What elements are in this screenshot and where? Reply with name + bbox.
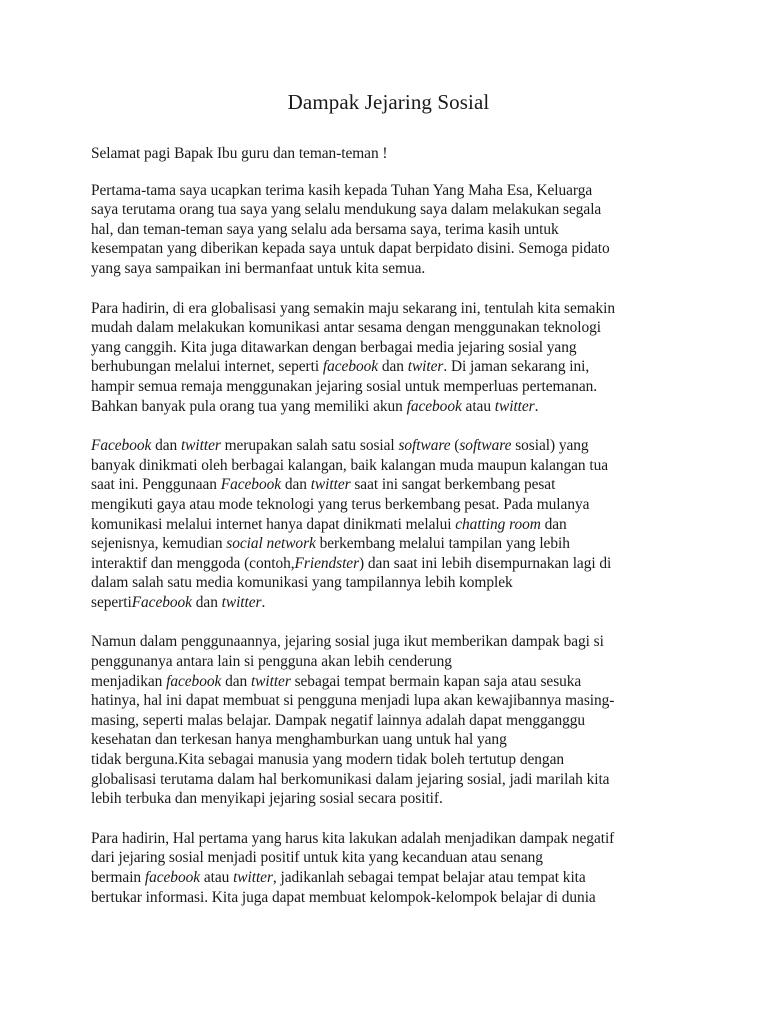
text-run: dan xyxy=(378,358,408,376)
body-paragraph xyxy=(91,299,678,417)
italic-term: Friendster xyxy=(294,554,360,572)
text-run: . xyxy=(261,593,266,611)
text-run: , jadikanlah sebagai tempat belajar atau tempat kita xyxy=(272,869,586,886)
text-run: banyak dinikmati oleh berbagai kalangan, baik kalangan muda maupun kalangan tua xyxy=(91,456,609,474)
text-run: mengikuti gaya atau mode teknologi yang terus berkembang pesat. Pada mulanya xyxy=(91,495,590,513)
text-run: berkembang melalui tampilan yang lebih xyxy=(315,535,570,553)
text-line xyxy=(91,200,678,220)
text-run: tidak berguna.Kita sebagai manusia yang modern tidak boleh tertutup dengan xyxy=(91,751,564,769)
text-line xyxy=(91,377,678,397)
text-line xyxy=(91,220,678,240)
text-run: komunikasi melalui internet hanya dapat dinikmati melalui xyxy=(91,515,456,533)
text-run: menjadikan xyxy=(91,672,167,690)
text-run: atau xyxy=(461,397,495,415)
text-line xyxy=(91,652,678,672)
text-run: Para hadirin, Hal pertama yang harus kita lakukan adalah menjadikan dampak negatif xyxy=(91,829,615,847)
italic-term: Facebook xyxy=(220,476,282,494)
italic-term: chatting room xyxy=(455,515,541,533)
text-run: yang canggih. Kita juga ditawarkan dengan berbagai media jejaring sosial yang xyxy=(91,338,577,356)
text-line xyxy=(91,456,678,476)
text-line xyxy=(91,259,678,279)
italic-term: twitter xyxy=(180,437,221,455)
text-run: sejenisnya, kemudian xyxy=(91,535,227,553)
text-line xyxy=(91,397,678,417)
text-line xyxy=(91,770,678,790)
italic-term: facebook xyxy=(322,358,379,376)
text-line xyxy=(91,475,678,495)
text-run: sebagai tempat bermain kapan saja atau sesuka xyxy=(290,672,582,690)
italic-term: twitter xyxy=(494,397,535,415)
text-line xyxy=(91,632,678,652)
text-line xyxy=(91,436,678,456)
text-run: globalisasi terutama dalam hal berkomunikasi dalam jejaring sosial, jadi marilah kita xyxy=(91,770,610,788)
italic-term: facebook xyxy=(406,397,462,415)
text-line xyxy=(91,868,678,888)
greeting-line: Selamat pagi Bapak Ibu guru dan teman-teman ! xyxy=(91,145,388,162)
text-run: Bahkan banyak pula orang tua yang memiliki akun xyxy=(91,397,407,415)
text-run: Para hadirin, di era globalisasi yang semakin maju sekarang ini, tentulah kita semakin xyxy=(91,299,615,317)
text-run: . Di jaman sekarang ini, xyxy=(443,358,590,376)
text-run: mudah dalam melakukan komunikasi antar sesama dengan menggunakan teknologi xyxy=(91,319,602,337)
text-line xyxy=(91,750,678,770)
italic-term: software xyxy=(398,437,451,455)
text-line xyxy=(91,730,678,750)
text-run: saat ini sangat berkembang pesat xyxy=(350,476,556,494)
document-body xyxy=(91,181,678,908)
text-line xyxy=(91,888,678,908)
italic-term: twiter xyxy=(407,358,444,376)
text-run: seperti xyxy=(91,593,132,611)
text-line xyxy=(91,357,678,377)
text-line xyxy=(91,711,678,731)
text-line xyxy=(91,495,678,515)
text-run: bermain xyxy=(91,869,145,886)
text-run: dan xyxy=(221,672,251,690)
text-run: lebih terbuka dan menyikapi jejaring sosial secara positif. xyxy=(91,790,443,808)
text-run: dan xyxy=(191,593,222,611)
body-paragraph xyxy=(91,436,678,612)
text-run: kesehatan dan terkesan hanya menghamburkan uang untuk hal yang xyxy=(91,731,507,749)
italic-term: twitter xyxy=(250,672,291,690)
text-run: interaktif dan menggoda (contoh, xyxy=(91,554,295,572)
text-line xyxy=(91,789,678,809)
text-run: hal, dan teman-teman saya yang selalu ada bersama saya, terima kasih untuk xyxy=(91,220,559,238)
body-paragraph xyxy=(91,632,678,808)
text-run: atau xyxy=(200,869,234,886)
italic-term: twitter xyxy=(310,476,351,494)
text-run: . xyxy=(534,397,539,415)
text-line xyxy=(91,691,678,711)
text-line xyxy=(91,338,678,358)
text-line xyxy=(91,554,678,574)
text-run: kesempatan yang diberikan kepada saya untuk dapat berpidato disini. Semoga pidato xyxy=(91,240,610,258)
text-run: bertukar informasi. Kita juga dapat membuat kelompok-kelompok belajar di dunia xyxy=(91,888,596,906)
text-run: dan xyxy=(540,515,567,533)
text-run: Pertama-tama saya ucapkan terima kasih kepada Tuhan Yang Maha Esa, Keluarga xyxy=(91,181,593,199)
text-line xyxy=(91,829,678,849)
text-run: merupakan salah satu sosial xyxy=(220,437,399,455)
text-run: berhubungan melalui internet, seperti xyxy=(91,358,323,376)
text-line xyxy=(91,299,678,319)
text-run: dari jejaring sosial menjadi positif untuk kita yang kecanduan atau senang xyxy=(91,849,543,867)
text-run: masing, seperti malas belajar. Dampak negatif lainnya adalah dapat mengganggu xyxy=(91,711,586,729)
text-run: sosial) yang xyxy=(511,437,589,455)
italic-term: Facebook xyxy=(131,593,192,611)
text-run: Namun dalam penggunaannya, jejaring sosial juga ikut memberikan dampak bagi si xyxy=(91,633,604,651)
italic-term: twitter xyxy=(233,869,273,886)
body-paragraph xyxy=(91,181,678,279)
text-run: hatinya, hal ini dapat membuat si pengguna menjadi lupa akan kewajibannya masing- xyxy=(91,692,615,710)
text-run: penggunanya antara lain si pengguna akan lebih cenderung xyxy=(91,653,452,671)
text-line xyxy=(91,515,678,535)
italic-term: Facebook xyxy=(91,437,152,455)
text-run: dan xyxy=(151,437,181,455)
text-run: dalam salah satu media komunikasi yang tampilannya lebih komplek xyxy=(91,574,513,592)
italic-term: software xyxy=(459,437,512,455)
italic-term: social network xyxy=(226,535,316,553)
italic-term: twitter xyxy=(221,593,262,611)
text-run: saya terutama orang tua saya yang selalu mendukung saya dalam melakukan segala xyxy=(91,201,602,219)
text-line xyxy=(91,848,678,868)
text-line xyxy=(91,181,678,201)
text-line xyxy=(91,239,678,259)
text-line xyxy=(91,593,678,613)
text-run: dan xyxy=(281,476,311,494)
text-line xyxy=(91,573,678,593)
text-run: saat ini. Penggunaan xyxy=(91,476,221,494)
text-run: ( xyxy=(450,437,460,455)
text-run: ) dan saat ini lebih disempurnakan lagi di xyxy=(359,554,612,572)
text-run: hampir semua remaja menggunakan jejaring sosial untuk memperluas pertemanan. xyxy=(91,377,598,395)
document-title: Dampak Jejaring Sosial xyxy=(287,90,490,114)
text-line xyxy=(91,318,678,338)
text-line xyxy=(91,534,678,554)
text-line xyxy=(91,672,678,692)
italic-term: facebook xyxy=(166,672,222,690)
text-run: yang saya sampaikan ini bermanfaat untuk kita semua. xyxy=(91,259,426,277)
italic-term: facebook xyxy=(144,869,201,886)
body-paragraph xyxy=(91,829,678,907)
